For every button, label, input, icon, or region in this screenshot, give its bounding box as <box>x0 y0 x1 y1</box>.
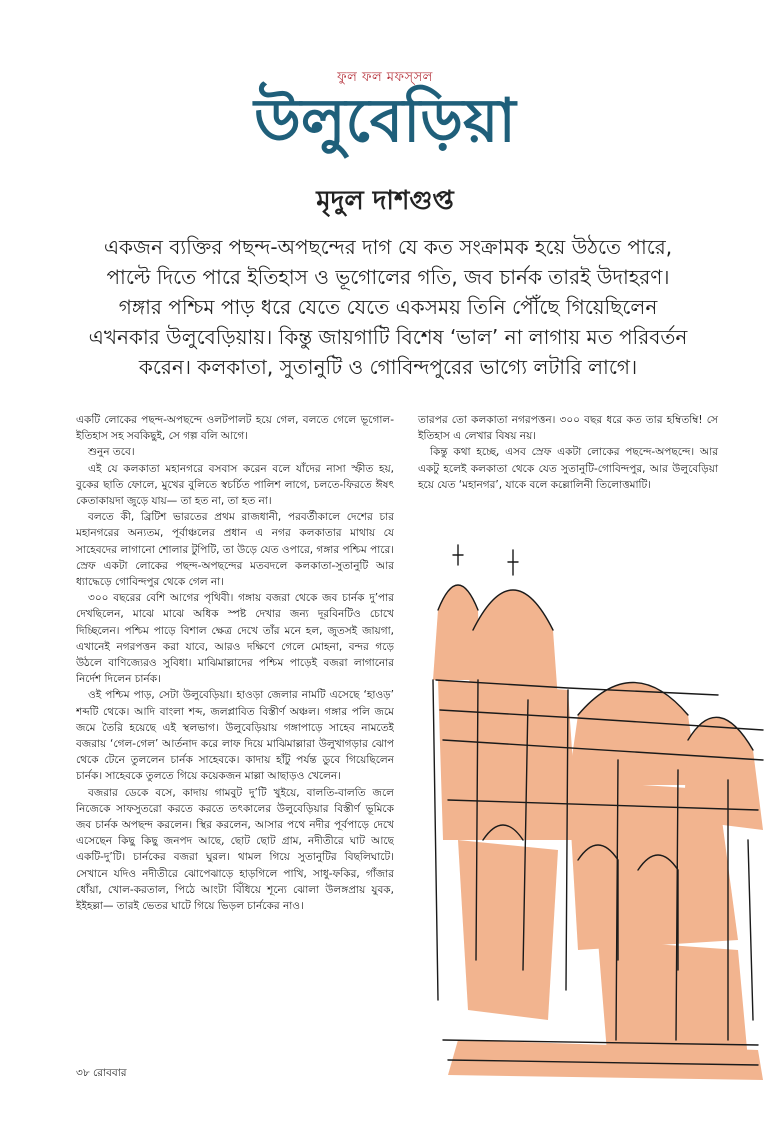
paragraph: বলতে কী, ব্রিটিশ ভারতের প্রথম রাজধানী, পরবর্তীকালে দেশের চার মহানগরের অন্যতম, পূর্বাঞ্চলের প্রধান এ নগর কলকাতার মাথায় যে সাহেবদের লাগানো শোলার টুপিটি, তা উড়ে যেত ওপারে, গঙ্গার পশ্চিম পারে। স্রেফ একটা লোকের পছন্দ-অপছন্দের মতবদলে কলকাতা-সুতানুটি আর ধ্যাদ্ধেড়ে গোবিন্দপুর থেকে গেল না। <box>76 511 394 589</box>
paragraph: তারপর তো কলকাতা নগরপত্তন। ৩০০ বছর ধরে কত তার হম্বিতম্বি! সে ইতিহাস এ লেখার বিষয় নয়। <box>418 414 718 443</box>
paragraph: একটি লোকের পছন্দ-অপছন্দে ওলটপালট হয়ে গেল, বলতে গেলে ভূগোল-ইতিহাস সহ সবকিছুই, সে গল্প বলি আগে। <box>76 414 394 443</box>
paragraph: বজরার ডেকে বসে, কাদায় গামবুট দু’টি খুইয়ে, বালতি-বালতি জলে নিজেকে সাফসুতরো করতে করতে তৎকালের উলুবেড়িয়ার বিস্তীর্ণ ভূমিকে জব চার্নক অপছন্দ করলেন। স্থির করলেন, আসার পথে নদীর পূর্বপাড়ে দেখে এসেছেন কিছু কিছু জনপদ আছে, ছোট ছোট গ্রাম, নদীতীরে ঘাট আছে একটি-দু’টি। চার্নকের বজরা ঘুরল। থামল গিয়ে সুতানুটির বিছলিঘাটে। সেখানে যদিও নদীতীরে ঝোপেঝাড়ে হাড়গিলে পাখি, সাধু-ফকির, গাঁজার ধোঁয়া, খোল-করতাল, পিঠে আংটা বিঁধিয়ে শূন্যে ঝোলা উলঙ্গপ্রায় যুবক, ইইহল্লা— তারই ভেতর ঘাটে গিয়ে ভিড়ল চার্নকের নাও। <box>76 786 394 913</box>
body-column-left <box>76 412 394 1062</box>
paragraph: ৩০০ বছরের বেশি আগের পৃথিবী। গঙ্গায় বজরা থেকে জব চার্নক দু’পার দেখছিলেন, মাঝে মাঝে অধিক স্পষ্ট দেখার জন্য দূরবিনটিও চোখে দিচ্ছিলেন। পশ্চিম পাড়ে বিশাল ক্ষেত্র দেখে তাঁর মনে হল, জুতসই জায়গা, এখানেই নগরপত্তন করা যাবে, আরও দক্ষিণে গেলে মোহনা, বন্দর গড়ে উঠলে বাণিজ্যেরও সুবিধা। মাঝিমাল্লাদের পশ্চিম পাড়েই বজরা লাগানোর নির্দেশ দিলেন চার্নক। <box>76 592 394 686</box>
article-deck: একজন ব্যক্তির পছন্দ-অপছন্দের দাগ যে কত সংক্রামক হয়ে উঠতে পারে, পাল্টে দিতে পারে ইতিহাস ও ভূগোলের গতি, জব চার্নক তারই উদাহরণ। গঙ্গার পশ্চিম পাড় ধরে যেতে যেতে একসময় তিনি পৌঁছে গিয়েছিলেন এখনকার উলুবেড়িয়ায়। কিন্তু জায়গাটি বিশেষ ‘ভাল’ না লাগায় মত পরিবর্তন করেন। কলকাতা, সুতানুটি ও গোবিন্দপুরের ভাগ্যে লটারি লাগে। <box>88 235 688 379</box>
temple-sketch <box>418 540 770 1090</box>
author-byline: মৃদুল দাশগুপ্ত <box>316 186 454 216</box>
article-title: উলুবেড়িয়া <box>254 86 516 156</box>
paragraph: এই যে কলকাতা মহানগরে বসবাস করেন বলে যাঁদের নাসা স্ফীত হয়, বুকের ছাতি ফোলে, মুখের বুলিতে স্বচর্চিত পালিশ লাগে, চলতে-ফিরতে ঈষৎ কেতাকায়দা জুড়ে যায়— তা হত না, তা হত না। <box>76 462 394 508</box>
temple-illustration <box>418 540 770 1090</box>
section-kicker: ফুল ফল মফস্‌সল <box>337 70 433 85</box>
paragraph: ওই পশ্চিম পাড়, সেটা উলুবেড়িয়া। হাওড়া জেলার নামটি এসেছে ‘হাওড়’ শব্দটি থেকে। আদি বাংলা শব্দ, জলপ্লাবিত বিস্তীর্ণ অঞ্চল। গঙ্গার পলি জমে জমে তৈরি হয়েছে এই স্থলভাগ। উলুবেড়িয়ায় গঙ্গাপাড়ে সাহেব নামতেই বজরায় ‘গেল-গেল’ আর্তনাদ করে লাফ দিয়ে মাঝিমাল্লারা উলুখাগড়ার ঝোপ থেকে টেনে তুললেন চার্নক সাহেবকে। কাদায় হাঁটু পর্যন্ত ডুবে গিয়েছিলেন চার্নক। সাহেবকে তুলতে গিয়ে কয়েকজন মাল্লা আছাড়ও খেলেন। <box>76 689 394 783</box>
paragraph: শুনুন তবে। <box>88 446 135 459</box>
page-folio: ৩৮ রোববার <box>76 1067 127 1079</box>
paragraph: কিন্তু কথা হচ্ছে, এসব স্রেফ একটা লোকের পছন্দে-অপছন্দে। আর একটু হলেই কলকাতা থেকে যেত সুতানুটি-গোবিন্দপুর, আর উলুবেড়িয়া হয়ে যেত ‘মহানগর’, যাকে বলে কল্লোলিনী তিলোত্তমাটি। <box>418 446 718 491</box>
body-column-right <box>418 412 718 493</box>
